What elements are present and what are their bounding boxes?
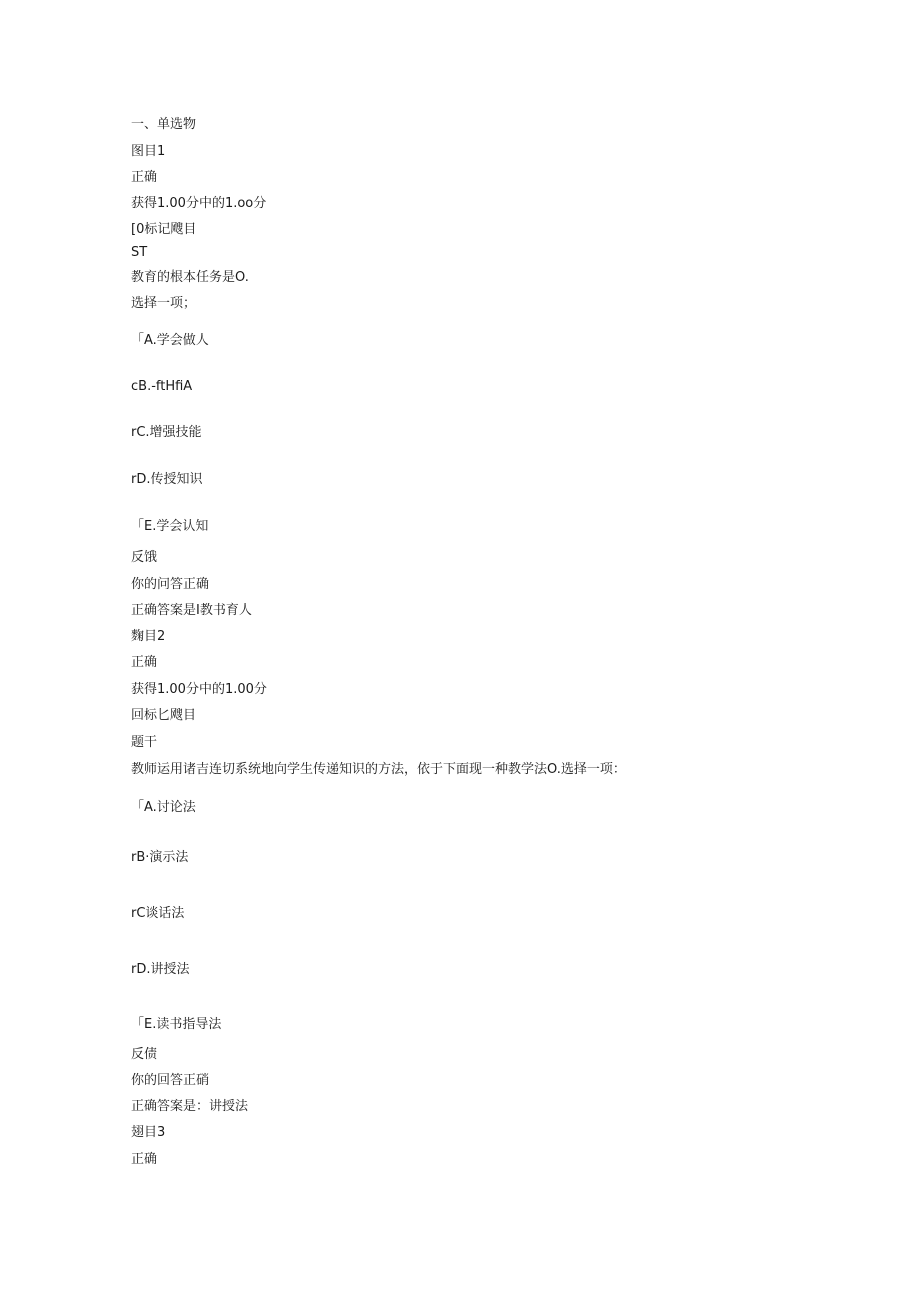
question-score: 获得1.00分中的1.oo分	[131, 196, 267, 211]
question-stem: 教育的根本任务是O.	[131, 270, 249, 285]
question-stem-label: ST	[131, 245, 148, 260]
question-heading: 翅目3	[131, 1125, 166, 1140]
answer-option[interactable]: 「A.学会做人	[131, 333, 209, 348]
question-stem: 教师运用诸吉连切系统地向学生传递知识的方法，依于下面现一种教学法O.选择一项：	[131, 762, 626, 777]
answer-option[interactable]: cB.-ftHfiA	[131, 379, 193, 394]
flag-question[interactable]: [0标记飕目	[131, 222, 197, 237]
feedback-text: 你的回答正硝	[131, 1073, 210, 1088]
answer-option[interactable]: 「A.讨论法	[131, 800, 196, 815]
answer-option[interactable]: 「E.读书指导法	[131, 1017, 222, 1032]
answer-option[interactable]: rC.增强技能	[131, 425, 202, 440]
question-instruction: 选择一项；	[131, 296, 197, 311]
question-status: 正确	[131, 1152, 158, 1167]
question-heading: 图目1	[131, 144, 166, 159]
section-title: 一、单选物	[131, 117, 197, 132]
question-status: 正确	[131, 170, 158, 185]
feedback-text: 你的问答正确	[131, 577, 210, 592]
answer-option[interactable]: rD.讲授法	[131, 962, 190, 977]
answer-option[interactable]: 「E.学会认知	[131, 519, 209, 534]
answer-option[interactable]: rB·演示法	[131, 850, 189, 865]
question-score: 获得1.00分中的1.00分	[131, 682, 267, 697]
correct-answer: 正确答案是I教书育人	[131, 603, 252, 618]
correct-answer: 正确答案是：讲授法	[131, 1099, 249, 1114]
question-stem-label: 题干	[131, 735, 158, 750]
answer-option[interactable]: rC谈话法	[131, 906, 185, 921]
question-heading: 麴目2	[131, 629, 166, 644]
feedback-label: 反饿	[131, 550, 158, 565]
flag-question[interactable]: 回标匕飕目	[131, 708, 197, 723]
feedback-label: 反债	[131, 1047, 158, 1062]
answer-option[interactable]: rD.传授知识	[131, 472, 203, 487]
question-status: 正确	[131, 655, 158, 670]
